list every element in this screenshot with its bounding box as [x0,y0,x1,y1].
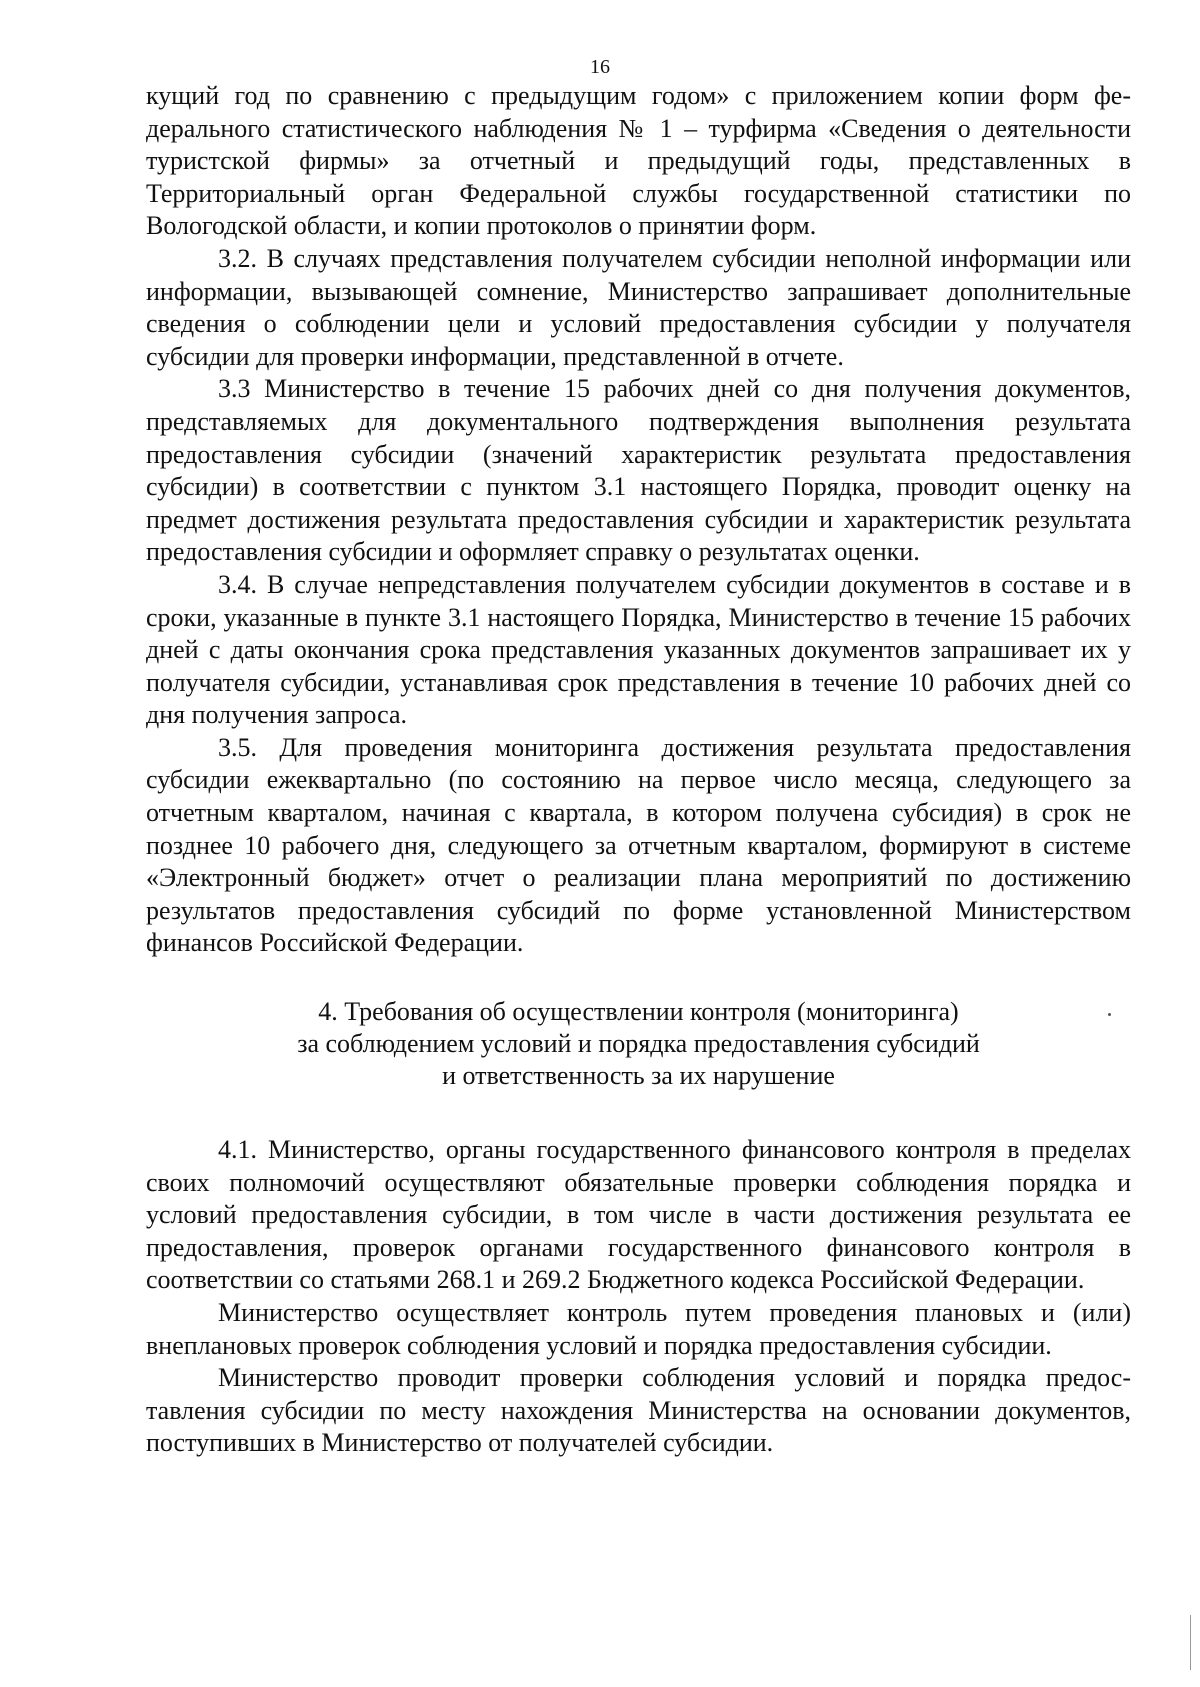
paragraph-3-2: 3.2. В случаях представления получателем субсидии неполной информации или информации, вызывающей сомнение, Министерство запрашивает дополнительные сведения о соблюдении цели и условий предоставления субсидии у получателя субсидии для проверки информации, представленной в отчете. [146,243,1131,371]
paragraph-3-5: 3.5. Для проведения мониторинга достижения результата предоставления субсидии ежеквартально (по состоянию на первое число месяца, следующего за отчетным кварталом, начиная с квартала, в котором получена субсидия) в срок не позднее 10 рабочего дня, следующего за отчетным кварталом, формируют в системе «Электронный бюджет» отчет о реализации плана мероприятий по достижению результатов предоставления субсидий по форме установленной Министерством финансов Российской Федерации. [146,732,1131,958]
section-4-heading [146,996,1131,1092]
scan-speck [1108,1013,1111,1016]
scan-edge-mark [1190,1615,1191,1670]
paragraph-3-3: 3.3 Министерство в течение 15 рабочих дней со дня получения документов, представляемых для документального подтверждения выполнения результата предоставления субсидии (значений характеристик результата предоставления субсидии) в соответствии с пунктом 3.1 настоящего Порядка, проводит оценку на предмет достижения результата предоставления субсидии и характеристик результата предоставления субсидии и оформляет справку о результатах оценки. [146,374,1131,567]
paragraph-control-method: Министерство осуществляет контроль путем проведения плановых и (или) внеплановых проверок соблюдения условий и порядка предоставления субсидии. [146,1298,1131,1360]
paragraph-3-4: 3.4. В случае непредставления получателем субсидии документов в составе и в сроки, указанные в пункте 3.1 настоящего Порядка, Министерство в течение 15 рабочих дней с даты окончания срока представления указанных документов запрашивает их у получателя субсидии, устанавливая срок представления в течение 10 рабочих дней со дня получения запроса. [146,569,1131,730]
paragraph-4-1: 4.1. Министерство, органы государственного финансового контроля в пределах своих полномочий осуществляют обязательные проверки соблюдения порядка и условий предоставления субсидии, в том числе в части достижения результата ее предоставления, проверок органами государственного финансового контроля в соответствии со статьями 268.1 и 269.2 Бюджетного кодекса Российской Федерации. [146,1135,1131,1295]
paragraph-inspection-location: Министерство проводит проверки соблюдения условий и порядка предоставления субсидии по месту нахождения Министерства на основании документов, поступивших в Министерство от получателей субсидии. [146,1363,1131,1458]
document-body [146,80,1131,1460]
paragraph-continuation: кущий год по сравнению с предыдущим годом» с приложением копии форм федерального статистического наблюдения № 1 – турфирма «Сведения о деятельности туристской фирмы» за отчетный и предыдущий годы, представленных в Территориальный орган Федеральной службы государственной статистики по Вологодской области, и копии протоколов о принятии форм. [146,81,1131,241]
section-heading-line-3: и ответственность за их нарушение [442,1061,835,1091]
page-number: 16 [590,56,610,78]
section-heading-line-2: за соблюдением условий и порядка предоставления субсидий [297,1029,980,1059]
section-heading-line-1: 4. Требования об осуществлении контроля (мониторинга) [318,997,959,1027]
